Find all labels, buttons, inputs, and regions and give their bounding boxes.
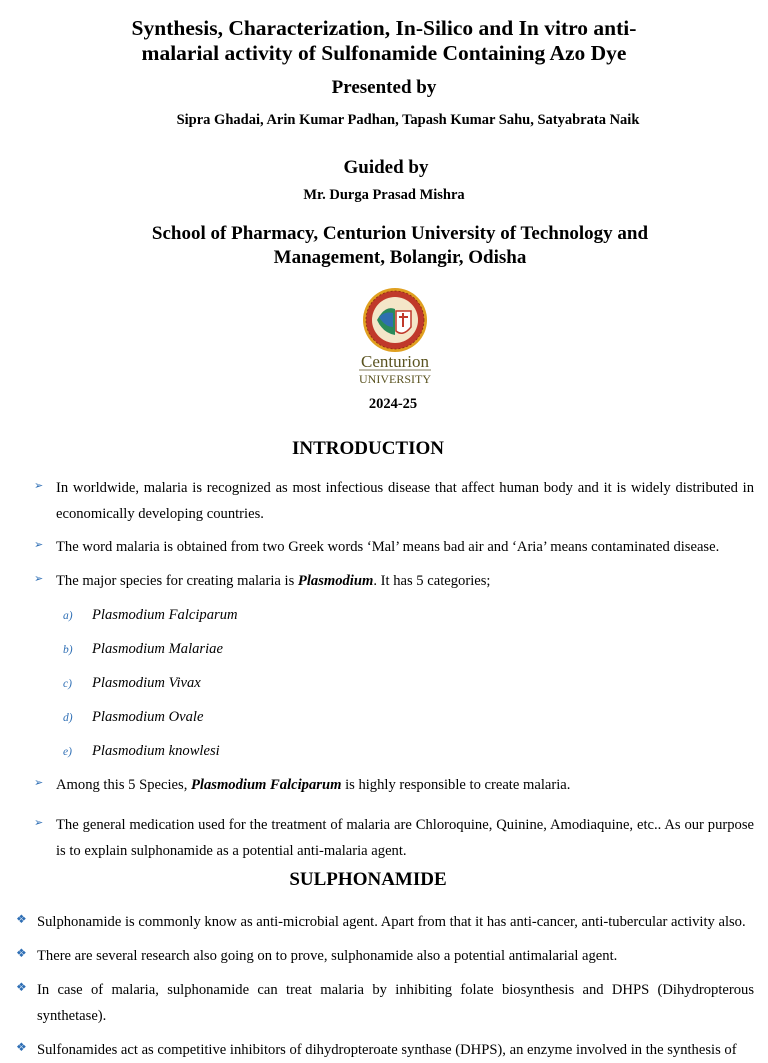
sulphonamide-list	[0, 909, 768, 1063]
list-item: ❖ There are several research also going on to prove, sulphonamide also a potential antimalarial agent.	[37, 943, 754, 969]
species-item: b) Plasmodium Malariae	[63, 641, 223, 657]
title-line-2: malarial activity of Sulfonamide Containing Azo Dye	[141, 41, 627, 65]
school-name	[0, 222, 768, 270]
plasmodium-falciparum-term: Plasmodium Falciparum	[191, 777, 342, 793]
diamond-bullet-icon: ❖	[16, 946, 27, 960]
document-title	[0, 16, 768, 66]
list-item: ❖ In case of malaria, sulphonamide can treat malaria by inhibiting folate biosynthesis and DHPS (Dihydropterous synthetase).	[37, 977, 754, 1029]
species-item: c) Plasmodium Vivax	[63, 675, 201, 691]
list-item: ➢ The major species for creating malaria is Plasmodium. It has 5 categories;	[56, 568, 754, 594]
list-item: ❖ Sulfonamides act as competitive inhibitors of dihydropteroate synthase (DHPS), an enzyme involved in the synthesis of	[37, 1037, 754, 1063]
guided-by-label: Guided by	[343, 157, 429, 178]
diamond-bullet-icon: ❖	[16, 1040, 27, 1054]
list-item: ➢ The general medication used for the treatment of malaria are Chloroquine, Quinine, Amodiaquine, etc.. As our purpose is to explain sulphonamide as a potential anti-malaria agent.	[56, 812, 754, 864]
list-item: ➢ Among this 5 Species, Plasmodium Falciparum is highly responsible to create malaria.	[56, 772, 754, 798]
list-item: ➢ In worldwide, malaria is recognized as most infectious disease that affect human body and it is widely distributed in economically developing countries.	[56, 475, 754, 527]
school-line-1: School of Pharmacy, Centurion University of Technology and	[151, 223, 649, 244]
logo-text-university: UNIVERSITY	[359, 372, 431, 386]
species-item: a) Plasmodium Falciparum	[63, 607, 238, 623]
introduction-list	[0, 475, 768, 864]
introduction-heading: INTRODUCTION	[291, 438, 445, 459]
species-item: d) Plasmodium Ovale	[63, 709, 204, 725]
diamond-bullet-icon: ❖	[16, 980, 27, 994]
arrow-bullet-icon: ➢	[34, 573, 44, 585]
arrow-bullet-icon: ➢	[34, 777, 44, 789]
species-item: e) Plasmodium knowlesi	[63, 743, 220, 759]
diamond-bullet-icon: ❖	[16, 912, 27, 926]
sulphonamide-heading: SULPHONAMIDE	[289, 869, 447, 890]
arrow-bullet-icon: ➢	[34, 539, 44, 551]
university-logo	[355, 287, 435, 387]
university-seal-icon	[355, 287, 435, 387]
arrow-bullet-icon: ➢	[34, 480, 44, 492]
list-item: ➢ The word malaria is obtained from two Greek words ‘Mal’ means bad air and ‘Aria’ means contaminated disease.	[56, 534, 754, 560]
title-line-1: Synthesis, Characterization, In-Silico and In vitro anti-	[131, 16, 637, 40]
logo-text-centurion: Centurion	[361, 352, 429, 371]
academic-year: 2024-25	[368, 396, 418, 412]
school-line-2: Management, Bolangir, Odisha	[273, 247, 527, 268]
presented-by-label: Presented by	[331, 77, 437, 98]
plasmodium-term: Plasmodium	[297, 573, 374, 589]
arrow-bullet-icon: ➢	[34, 817, 44, 829]
list-item: ❖ Sulphonamide is commonly know as anti-microbial agent. Apart from that it has anti-cancer, anti-tubercular activity also.	[37, 909, 754, 935]
authors: Sipra Ghadai, Arin Kumar Padhan, Tapash Kumar Sahu, Satyabrata Naik	[176, 112, 640, 128]
guide-name: Mr. Durga Prasad Mishra	[303, 187, 465, 203]
